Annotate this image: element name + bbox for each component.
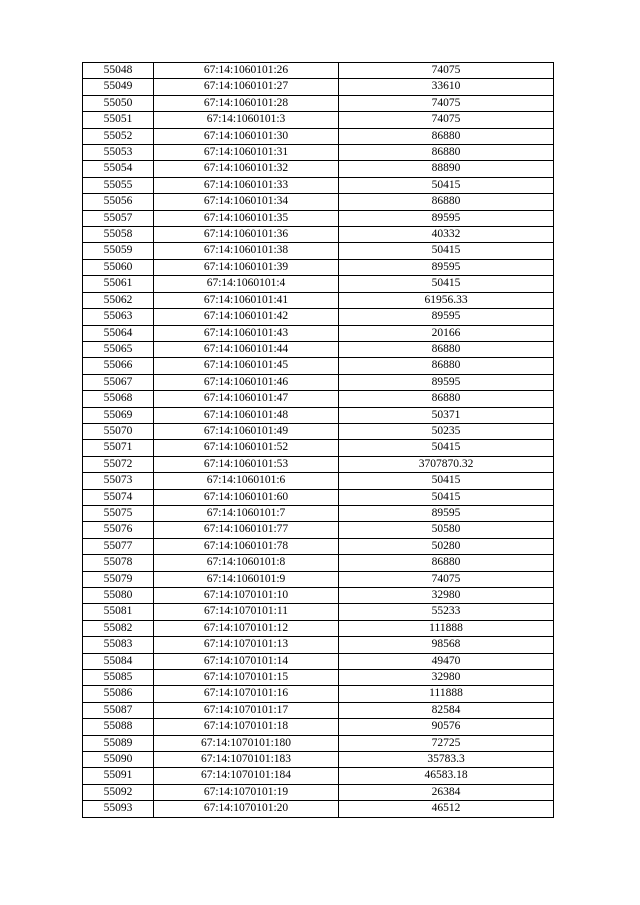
- value-cell: 50415: [339, 276, 554, 292]
- table-row: [83, 79, 554, 95]
- cadastral-number-cell: 67:14:1060101:45: [154, 358, 339, 374]
- row-number-cell: 55055: [83, 177, 154, 193]
- cadastral-number-cell: 67:14:1060101:6: [154, 473, 339, 489]
- value-cell: 40332: [339, 227, 554, 243]
- value-cell: 46512: [339, 801, 554, 817]
- cadastral-number-cell: 67:14:1060101:47: [154, 391, 339, 407]
- table-row: [83, 588, 554, 604]
- table-row: [83, 374, 554, 390]
- row-number-cell: 55061: [83, 276, 154, 292]
- value-cell: 86880: [339, 391, 554, 407]
- cadastral-number-cell: 67:14:1060101:35: [154, 210, 339, 226]
- value-cell: 74075: [339, 95, 554, 111]
- cadastral-number-cell: 67:14:1070101:16: [154, 686, 339, 702]
- cadastral-number-cell: 67:14:1070101:15: [154, 670, 339, 686]
- cadastral-number-cell: 67:14:1060101:60: [154, 489, 339, 505]
- cadastral-number-cell: 67:14:1060101:3: [154, 112, 339, 128]
- value-cell: 55233: [339, 604, 554, 620]
- value-cell: 86880: [339, 194, 554, 210]
- value-cell: 89595: [339, 505, 554, 521]
- row-number-cell: 55081: [83, 604, 154, 620]
- value-cell: 89595: [339, 309, 554, 325]
- table-row: [83, 391, 554, 407]
- table-row: [83, 440, 554, 456]
- row-number-cell: 55087: [83, 702, 154, 718]
- row-number-cell: 55076: [83, 522, 154, 538]
- value-cell: 86880: [339, 145, 554, 161]
- cadastral-number-cell: 67:14:1060101:28: [154, 95, 339, 111]
- cadastral-number-cell: 67:14:1060101:53: [154, 456, 339, 472]
- table-row: [83, 473, 554, 489]
- value-cell: 32980: [339, 670, 554, 686]
- table-row: [83, 341, 554, 357]
- table-row: [83, 637, 554, 653]
- table-row: [83, 719, 554, 735]
- table-row: [83, 456, 554, 472]
- cadastral-number-cell: 67:14:1070101:13: [154, 637, 339, 653]
- table-row: [83, 423, 554, 439]
- row-number-cell: 55053: [83, 145, 154, 161]
- row-number-cell: 55066: [83, 358, 154, 374]
- row-number-cell: 55058: [83, 227, 154, 243]
- cadastral-number-cell: 67:14:1060101:36: [154, 227, 339, 243]
- table-row: [83, 653, 554, 669]
- cadastral-number-cell: 67:14:1060101:41: [154, 292, 339, 308]
- table-row: [83, 407, 554, 423]
- table-row: [83, 145, 554, 161]
- value-cell: 49470: [339, 653, 554, 669]
- cadastral-number-cell: 67:14:1070101:18: [154, 719, 339, 735]
- row-number-cell: 55062: [83, 292, 154, 308]
- cadastral-number-cell: 67:14:1070101:14: [154, 653, 339, 669]
- cadastral-number-cell: 67:14:1070101:180: [154, 735, 339, 751]
- table-row: [83, 735, 554, 751]
- value-cell: 98568: [339, 637, 554, 653]
- table-row: [83, 489, 554, 505]
- table-row: [83, 161, 554, 177]
- row-number-cell: 55093: [83, 801, 154, 817]
- cadastral-number-cell: 67:14:1060101:48: [154, 407, 339, 423]
- value-cell: 50580: [339, 522, 554, 538]
- table-row: [83, 63, 554, 79]
- row-number-cell: 55051: [83, 112, 154, 128]
- table-row: [83, 702, 554, 718]
- cadastral-number-cell: 67:14:1060101:44: [154, 341, 339, 357]
- value-cell: 72725: [339, 735, 554, 751]
- row-number-cell: 55078: [83, 555, 154, 571]
- row-number-cell: 55085: [83, 670, 154, 686]
- row-number-cell: 55049: [83, 79, 154, 95]
- value-cell: 86880: [339, 555, 554, 571]
- row-number-cell: 55077: [83, 538, 154, 554]
- table-row: [83, 686, 554, 702]
- value-cell: 50415: [339, 473, 554, 489]
- value-cell: 50415: [339, 243, 554, 259]
- table-row: [83, 571, 554, 587]
- row-number-cell: 55079: [83, 571, 154, 587]
- row-number-cell: 55068: [83, 391, 154, 407]
- row-number-cell: 55060: [83, 259, 154, 275]
- row-number-cell: 55083: [83, 637, 154, 653]
- cadastral-number-cell: 67:14:1060101:39: [154, 259, 339, 275]
- table-row: [83, 210, 554, 226]
- row-number-cell: 55091: [83, 768, 154, 784]
- value-cell: 74075: [339, 63, 554, 79]
- table-row: [83, 604, 554, 620]
- row-number-cell: 55063: [83, 309, 154, 325]
- value-cell: 50235: [339, 423, 554, 439]
- row-number-cell: 55072: [83, 456, 154, 472]
- value-cell: 26384: [339, 784, 554, 800]
- cadastral-number-cell: 67:14:1060101:8: [154, 555, 339, 571]
- table-row: [83, 325, 554, 341]
- row-number-cell: 55084: [83, 653, 154, 669]
- table-body: [83, 63, 554, 818]
- row-number-cell: 55074: [83, 489, 154, 505]
- value-cell: 33610: [339, 79, 554, 95]
- table-row: [83, 620, 554, 636]
- cadastral-number-cell: 67:14:1070101:12: [154, 620, 339, 636]
- value-cell: 89595: [339, 374, 554, 390]
- table-row: [83, 112, 554, 128]
- row-number-cell: 55069: [83, 407, 154, 423]
- row-number-cell: 55059: [83, 243, 154, 259]
- value-cell: 50415: [339, 489, 554, 505]
- row-number-cell: 55064: [83, 325, 154, 341]
- row-number-cell: 55056: [83, 194, 154, 210]
- value-cell: 82584: [339, 702, 554, 718]
- value-cell: 89595: [339, 259, 554, 275]
- cadastral-number-cell: 67:14:1070101:11: [154, 604, 339, 620]
- row-number-cell: 55088: [83, 719, 154, 735]
- row-number-cell: 55073: [83, 473, 154, 489]
- row-number-cell: 55067: [83, 374, 154, 390]
- cadastral-number-cell: 67:14:1060101:78: [154, 538, 339, 554]
- value-cell: 35783.3: [339, 752, 554, 768]
- table-row: [83, 358, 554, 374]
- value-cell: 88890: [339, 161, 554, 177]
- table-row: [83, 128, 554, 144]
- cadastral-value-table: [82, 62, 554, 818]
- table-row: [83, 505, 554, 521]
- cadastral-number-cell: 67:14:1060101:31: [154, 145, 339, 161]
- cadastral-number-cell: 67:14:1060101:38: [154, 243, 339, 259]
- cadastral-number-cell: 67:14:1060101:34: [154, 194, 339, 210]
- table-row: [83, 801, 554, 817]
- table-row: [83, 538, 554, 554]
- table-row: [83, 259, 554, 275]
- row-number-cell: 55075: [83, 505, 154, 521]
- table-row: [83, 670, 554, 686]
- value-cell: 111888: [339, 686, 554, 702]
- cadastral-number-cell: 67:14:1060101:4: [154, 276, 339, 292]
- cadastral-number-cell: 67:14:1060101:52: [154, 440, 339, 456]
- cadastral-number-cell: 67:14:1070101:10: [154, 588, 339, 604]
- row-number-cell: 55080: [83, 588, 154, 604]
- value-cell: 3707870.32: [339, 456, 554, 472]
- value-cell: 74075: [339, 112, 554, 128]
- row-number-cell: 55086: [83, 686, 154, 702]
- value-cell: 46583.18: [339, 768, 554, 784]
- table-row: [83, 752, 554, 768]
- row-number-cell: 55089: [83, 735, 154, 751]
- value-cell: 74075: [339, 571, 554, 587]
- value-cell: 86880: [339, 358, 554, 374]
- row-number-cell: 55071: [83, 440, 154, 456]
- table-row: [83, 177, 554, 193]
- row-number-cell: 55057: [83, 210, 154, 226]
- value-cell: 50415: [339, 177, 554, 193]
- row-number-cell: 55070: [83, 423, 154, 439]
- cadastral-number-cell: 67:14:1060101:49: [154, 423, 339, 439]
- cadastral-number-cell: 67:14:1060101:26: [154, 63, 339, 79]
- cadastral-number-cell: 67:14:1060101:32: [154, 161, 339, 177]
- table-row: [83, 768, 554, 784]
- row-number-cell: 55065: [83, 341, 154, 357]
- row-number-cell: 55050: [83, 95, 154, 111]
- table-row: [83, 243, 554, 259]
- cadastral-number-cell: 67:14:1060101:9: [154, 571, 339, 587]
- row-number-cell: 55054: [83, 161, 154, 177]
- cadastral-number-cell: 67:14:1070101:19: [154, 784, 339, 800]
- table-row: [83, 95, 554, 111]
- cadastral-number-cell: 67:14:1060101:43: [154, 325, 339, 341]
- value-cell: 50415: [339, 440, 554, 456]
- value-cell: 50371: [339, 407, 554, 423]
- table-row: [83, 784, 554, 800]
- row-number-cell: 55082: [83, 620, 154, 636]
- value-cell: 111888: [339, 620, 554, 636]
- value-cell: 89595: [339, 210, 554, 226]
- cadastral-number-cell: 67:14:1060101:46: [154, 374, 339, 390]
- table-row: [83, 522, 554, 538]
- table-row: [83, 292, 554, 308]
- table-row: [83, 309, 554, 325]
- row-number-cell: 55052: [83, 128, 154, 144]
- row-number-cell: 55092: [83, 784, 154, 800]
- table-row: [83, 276, 554, 292]
- table-row: [83, 227, 554, 243]
- cadastral-number-cell: 67:14:1060101:7: [154, 505, 339, 521]
- row-number-cell: 55048: [83, 63, 154, 79]
- cadastral-number-cell: 67:14:1060101:42: [154, 309, 339, 325]
- cadastral-number-cell: 67:14:1070101:17: [154, 702, 339, 718]
- cadastral-number-cell: 67:14:1070101:183: [154, 752, 339, 768]
- value-cell: 90576: [339, 719, 554, 735]
- cadastral-number-cell: 67:14:1060101:27: [154, 79, 339, 95]
- cadastral-number-cell: 67:14:1060101:30: [154, 128, 339, 144]
- value-cell: 61956.33: [339, 292, 554, 308]
- value-cell: 20166: [339, 325, 554, 341]
- cadastral-number-cell: 67:14:1060101:77: [154, 522, 339, 538]
- value-cell: 50280: [339, 538, 554, 554]
- cadastral-number-cell: 67:14:1060101:33: [154, 177, 339, 193]
- value-cell: 86880: [339, 341, 554, 357]
- table-row: [83, 555, 554, 571]
- value-cell: 32980: [339, 588, 554, 604]
- cadastral-number-cell: 67:14:1070101:184: [154, 768, 339, 784]
- table-row: [83, 194, 554, 210]
- value-cell: 86880: [339, 128, 554, 144]
- cadastral-number-cell: 67:14:1070101:20: [154, 801, 339, 817]
- row-number-cell: 55090: [83, 752, 154, 768]
